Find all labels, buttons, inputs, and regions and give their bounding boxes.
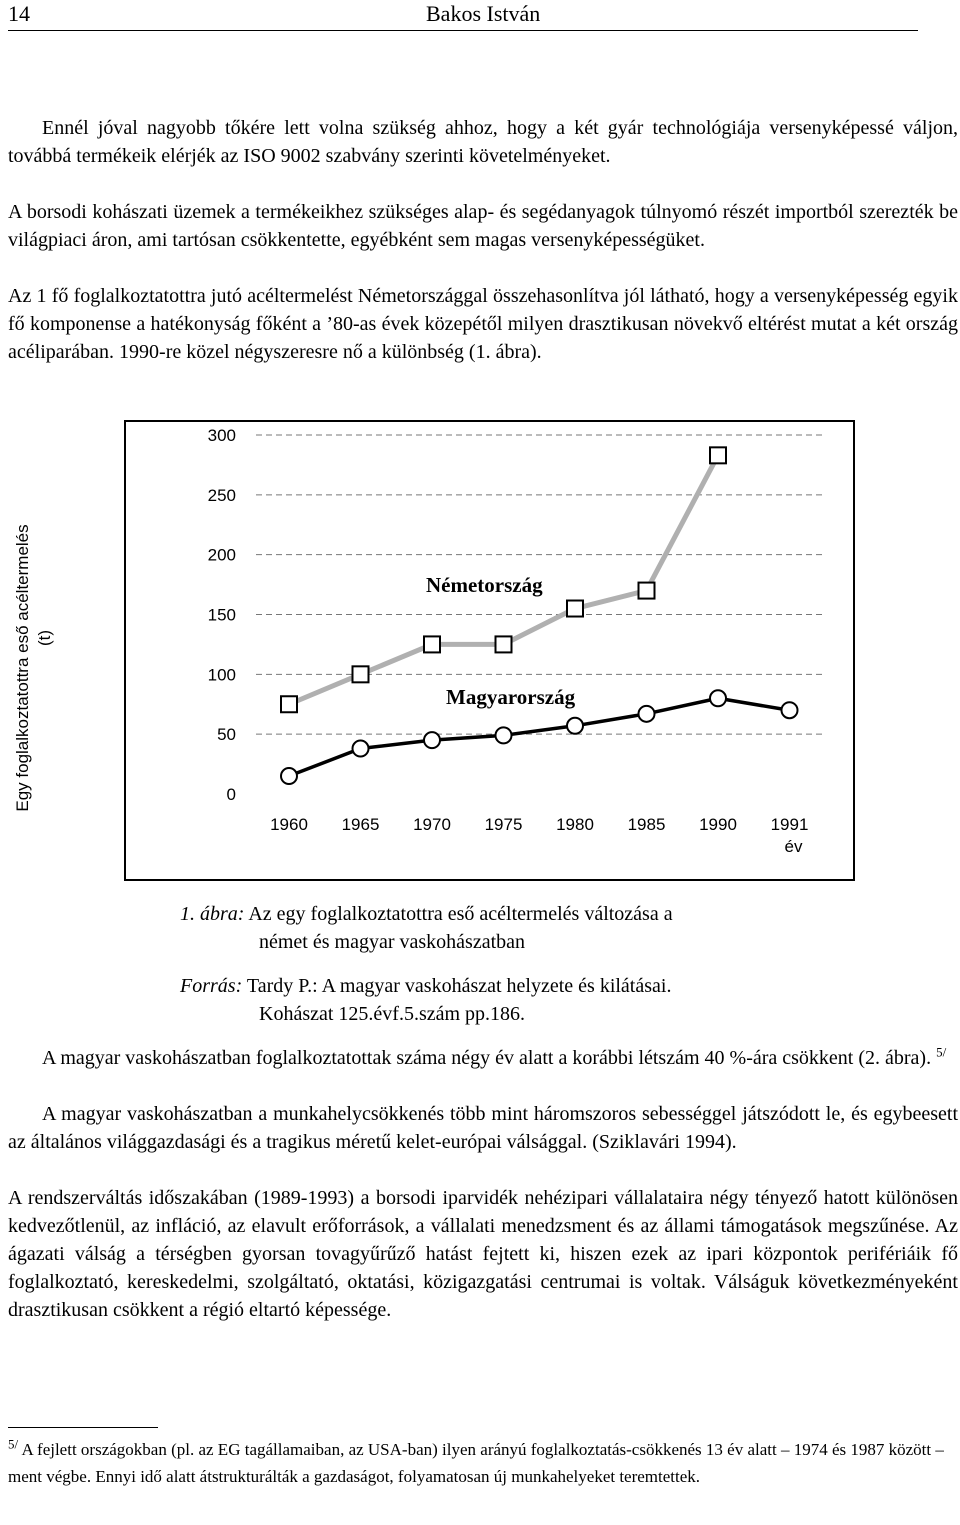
paragraph-6: A rendszerváltás időszakában (1989-1993) a borsodi iparvidék nehézipari vállalataira négy tényező hatott különösen kedvezőtlenül, az infláció, az elavult erőforrások, a vállalati menedzsment és az állami támogatások megszűnése. Az ágazati válság a térségben gyorsan tovagyűrűző hatást fejtett ki, hiszen ezek az ipari központok perifériáik fő foglalkoztató, kereskedelmi, szolgáltató, oktatási, közigazgatási centrumai is voltak. Válságuk következményeként drasztikusan csökkent a régió eltartó képessége. [8, 1187, 958, 1321]
y-axis-title [8, 420, 54, 881]
magyarorszag-point-1960 [281, 768, 297, 784]
nemetorszag-point-1985 [639, 583, 655, 599]
x-axis-title: év [784, 837, 803, 856]
nemetorszag-point-1965 [353, 666, 369, 682]
paragraph-3: Az 1 fő foglalkoztatottra jutó acéltermelést Németországgal összehasonlítva jól látható, hogy a versenyképesség egyik fő komponense a hatékonyság főként a ’80-as évek közepétől milyen drasztikusan növekvő eltérést mutat a két ország acéliparában. 1990-re közel négyszeresre nő a különbség (1. ábra). [8, 285, 958, 363]
running-head-author: Bakos István [426, 1, 541, 26]
paragraph-4-text: A magyar vaskohászatban foglalkoztatottak száma négy év alatt a korábbi létszám 40 %-ára csökkent (2. ábra). [42, 1047, 932, 1069]
magyarorszag-point-1990 [710, 690, 726, 706]
magyarorszag-point-1991 [782, 702, 798, 718]
magyarorszag-point-1970 [424, 732, 440, 748]
footnote-mark: 5/ [8, 1436, 19, 1452]
footnote-text: A fejlett országokban (pl. az EG tagállamaiban, az USA-ban) ilyen arányú foglalkoztatás-csökkenés 13 év alatt – 1974 és 1987 között – ment végbe. Ennyi idő alatt átstrukturálták a gazdaságot, folyamatosan új munkahelyeket teremtettek. [8, 1440, 944, 1486]
x-tick-label-1970: 1970 [413, 815, 451, 834]
figure-caption-text2: német és magyar vaskohászatban [259, 931, 526, 953]
x-tick-label-1980: 1980 [556, 815, 594, 834]
x-tick-label-1960: 1960 [270, 815, 308, 834]
series-label-nemetorszag: Németország [426, 573, 543, 597]
x-tick-label-1975: 1975 [484, 815, 523, 834]
x-tick-label-1965: 1965 [341, 815, 380, 834]
figure-source-line1 [180, 972, 671, 1000]
y-axis-title-line2: (t) [35, 629, 54, 647]
footnote [8, 1436, 948, 1490]
series-label-magyarorszag: Magyarország [446, 685, 576, 709]
y-tick-label-150: 150 [207, 605, 236, 625]
figure-number: 1. ábra: [180, 903, 245, 925]
y-tick-label-50: 50 [217, 725, 236, 745]
figure-caption-text1: Az egy foglalkoztatottra eső acéltermelés változása a [248, 903, 673, 925]
y-tick-label-200: 200 [207, 545, 236, 565]
footnote-ref: 5/ [936, 1044, 947, 1060]
figure-caption-line1 [180, 900, 673, 928]
y-tick-label-100: 100 [207, 665, 236, 685]
magyarorszag-point-1965 [353, 741, 369, 757]
x-tick-label-1985: 1985 [627, 815, 666, 834]
nemetorszag-point-1990 [710, 447, 726, 463]
y-tick-label-0: 0 [226, 785, 236, 804]
magyarorszag-point-1975 [496, 727, 512, 743]
paragraph-2: A borsodi kohászati üzemek a termékeikhez szükséges alap- és segédanyagok túlnyomó részét importból szerezték be világpiaci áron, ami tartósan csökkentette, egyébként sem magas versenyképességüket. [8, 201, 958, 251]
source-label: Forrás: [180, 975, 243, 997]
paragraph-1: Ennél jóval nagyobb tőkére lett volna szükség ahhoz, hogy a két gyár technológiája versenyképessé váljon, továbbá termékeik elérjék az ISO 9002 szabvány szerinti követelményeket. [8, 117, 958, 167]
magyarorszag-point-1980 [567, 718, 583, 734]
x-tick-label-1991: 1991 [770, 815, 809, 834]
y-tick-label-300: 300 [207, 426, 236, 445]
footnote-rule [8, 1427, 158, 1428]
y-axis-title-line1: Egy foglalkoztatottra eső acéltermelés [13, 524, 32, 812]
magyarorszag-point-1985 [639, 706, 655, 722]
paragraph-4 [8, 1044, 958, 1072]
nemetorszag-point-1960 [281, 696, 297, 712]
paragraph-5: A magyar vaskohászatban a munkahelycsökkenés több mint háromszoros sebességgel játszódott le, és egybeesett az általános világgazdasági és a tragikus méretű kelet-európai válsággal. (Sziklavári 1994). [8, 1103, 958, 1153]
x-tick-label-1990: 1990 [699, 815, 737, 834]
nemetorszag-point-1975 [496, 636, 512, 652]
source-text1: Tardy P.: A magyar vaskohászat helyzete és kilátásai. [246, 975, 672, 997]
y-tick-label-250: 250 [207, 485, 236, 505]
nemetorszag-point-1980 [567, 601, 583, 617]
source-text2: Kohászat 125.évf.5.szám pp.186. [259, 1003, 526, 1025]
nemetorszag-point-1970 [424, 636, 440, 652]
figure-frame [124, 420, 855, 881]
series-line-magyarorszag [289, 698, 790, 776]
page-header [8, 0, 918, 31]
page-number: 14 [8, 1, 30, 26]
line-chart [126, 422, 853, 879]
